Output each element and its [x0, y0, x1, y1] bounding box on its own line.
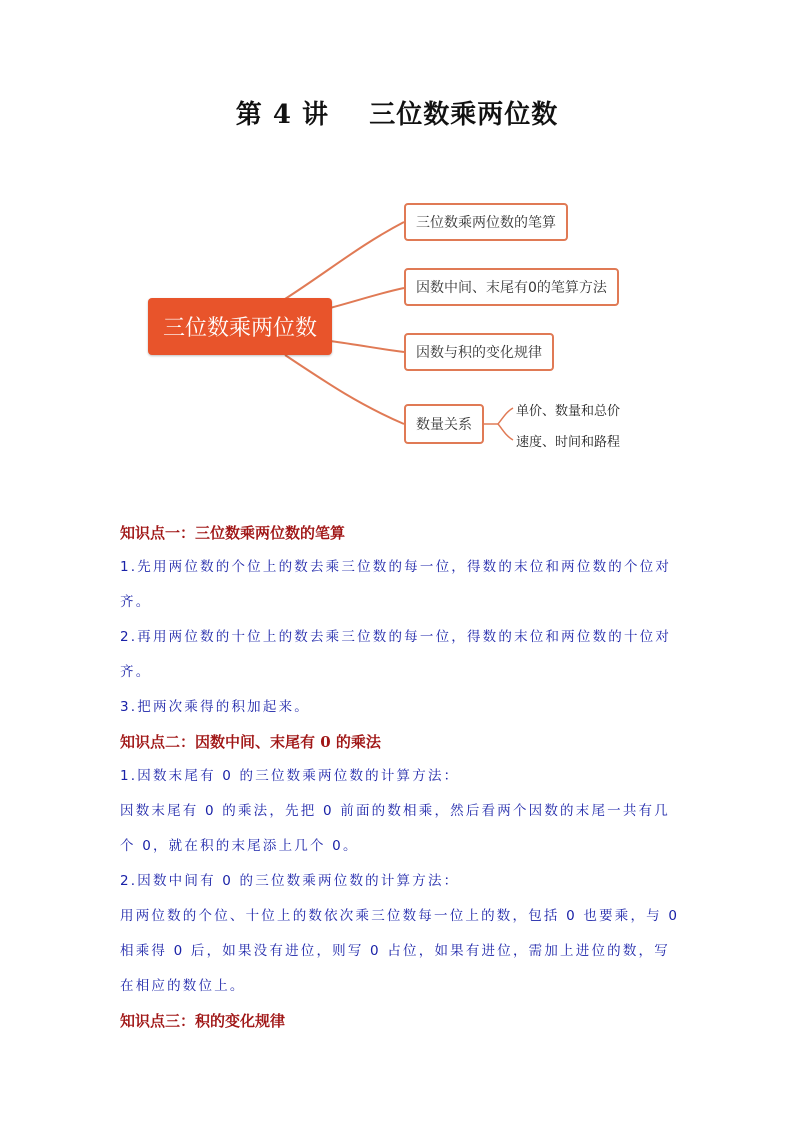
connector-2	[330, 288, 404, 308]
mind-map	[0, 0, 794, 480]
paragraph: 2.再用两位数的十位上的数去乘三位数的每一位，得数的末位和两位数的十位对齐。	[120, 629, 672, 680]
connector-3	[330, 341, 404, 352]
paragraph: 2.因数中间有 0 的三位数乘两位数的计算方法：	[120, 873, 460, 889]
mind-map-connectors	[0, 0, 794, 480]
mindmap-branch-3: 因数与积的变化规律	[404, 333, 554, 371]
mindmap-branch-4: 数量关系	[404, 404, 484, 444]
connector-6	[498, 408, 513, 424]
section-heading-2: 知识点二：因数中间、末尾有 0 的乘法	[120, 733, 381, 751]
content-body	[120, 516, 680, 1038]
paragraph: 因数末尾有 0 的乘法，先把 0 前面的数相乘，然后看两个因数的末尾一共有几个 0，就在积的末尾添上几个 0。	[120, 803, 670, 854]
section-heading-3: 知识点三：积的变化规律	[120, 1012, 286, 1030]
mindmap-root: 三位数乘两位数	[148, 298, 332, 355]
mindmap-leaf-2: 速度、时间和路程	[516, 435, 621, 450]
connector-7	[498, 424, 513, 440]
paragraph: 用两位数的个位、十位上的数依次乘三位数每一位上的数，包括 0 也要乘，与 0 相乘得 0 后，如果没有进位，则写 0 占位，如果有进位，需加上进位的数，写在相应的数位上。	[120, 908, 680, 994]
connector-4	[285, 355, 404, 424]
mindmap-branch-1: 三位数乘两位数的笔算	[404, 203, 568, 241]
paragraph: 1.先用两位数的个位上的数去乘三位数的每一位，得数的末位和两位数的个位对齐。	[120, 559, 672, 610]
section-heading-1: 知识点一：三位数乘两位数的笔算	[120, 524, 346, 542]
paragraph: 3.把两次乘得的积加起来。	[120, 699, 310, 715]
paragraph: 1.因数末尾有 0 的三位数乘两位数的计算方法：	[120, 768, 460, 784]
mindmap-leaf-1: 单价、数量和总价	[516, 404, 621, 419]
mindmap-branch-2: 因数中间、末尾有0的笔算方法	[404, 268, 619, 306]
page-title: 第 4 讲 三位数乘两位数	[235, 100, 559, 130]
connector-1	[285, 222, 404, 299]
